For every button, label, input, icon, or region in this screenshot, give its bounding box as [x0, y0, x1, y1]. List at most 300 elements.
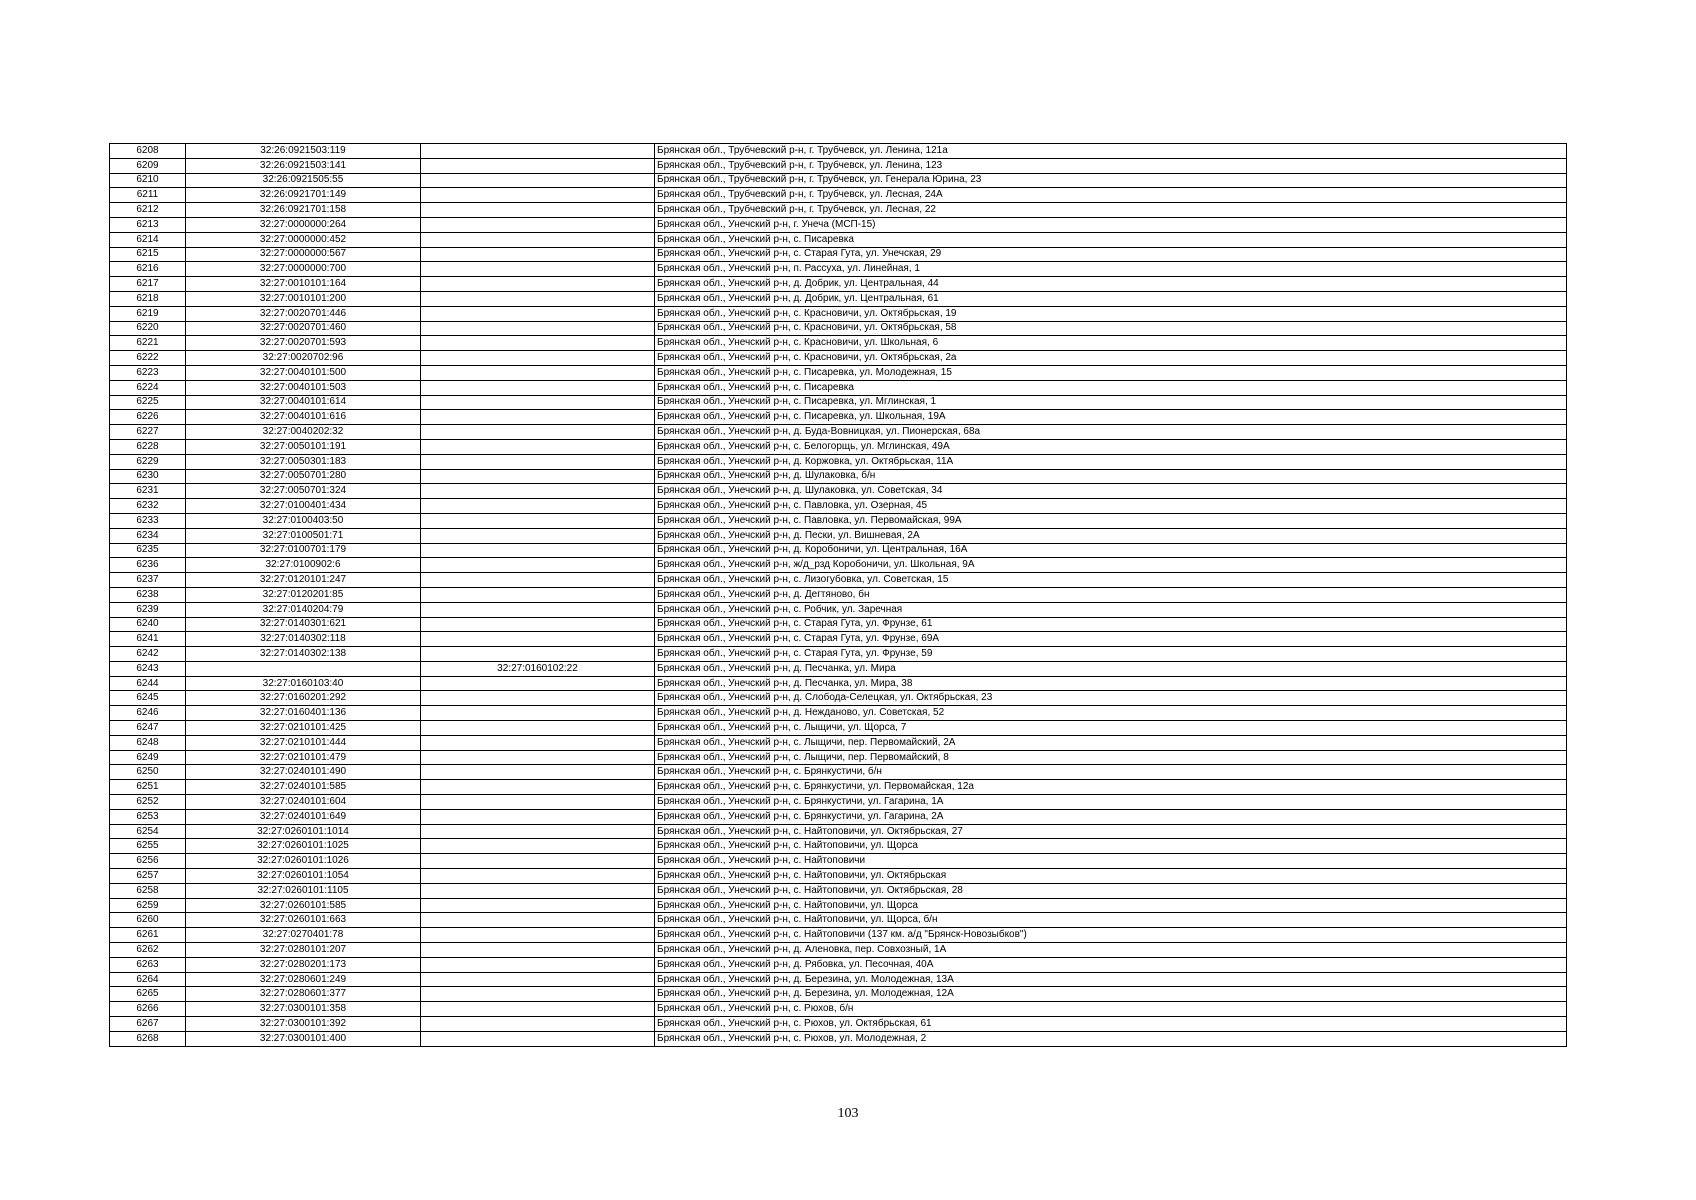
row-number-cell: 6248 — [110, 735, 186, 750]
cadastral-number-cell: 32:27:0300101:358 — [186, 1002, 421, 1017]
table-row — [110, 217, 1567, 232]
row-number-cell: 6265 — [110, 987, 186, 1002]
address-cell: Брянская обл., Унечский р-н, д. Песчанка, ул. Мира, 38 — [655, 676, 1567, 691]
table-row — [110, 795, 1567, 810]
table-row — [110, 632, 1567, 647]
secondary-cadastral-number-cell — [421, 499, 655, 514]
row-number-cell: 6246 — [110, 706, 186, 721]
secondary-cadastral-number-cell — [421, 277, 655, 292]
secondary-cadastral-number-cell — [421, 558, 655, 573]
cadastral-number-cell: 32:27:0100401:434 — [186, 499, 421, 514]
cadastral-number-cell: 32:27:0160201:292 — [186, 691, 421, 706]
address-cell: Брянская обл., Унечский р-н, д. Березина, ул. Молодежная, 13А — [655, 972, 1567, 987]
address-cell: Брянская обл., Унечский р-н, с. Найтоповичи, ул. Октябрьская, 28 — [655, 883, 1567, 898]
secondary-cadastral-number-cell — [421, 780, 655, 795]
secondary-cadastral-number-cell — [421, 869, 655, 884]
secondary-cadastral-number-cell — [421, 691, 655, 706]
secondary-cadastral-number-cell — [421, 750, 655, 765]
address-cell: Брянская обл., Трубчевский р-н, г. Трубчевск, ул. Ленина, 121а — [655, 144, 1567, 159]
cadastral-number-cell: 32:27:0140204:79 — [186, 602, 421, 617]
table-row — [110, 913, 1567, 928]
address-cell: Брянская обл., Унечский р-н, д. Буда-Вовницкая, ул. Пионерская, 68а — [655, 425, 1567, 440]
secondary-cadastral-number-cell — [421, 543, 655, 558]
row-number-cell: 6232 — [110, 499, 186, 514]
address-cell: Брянская обл., Унечский р-н, с. Красновичи, ул. Октябрьская, 19 — [655, 306, 1567, 321]
address-cell: Брянская обл., Унечский р-н, с. Писаревка, ул. Молодежная, 15 — [655, 365, 1567, 380]
table-row — [110, 957, 1567, 972]
row-number-cell: 6252 — [110, 795, 186, 810]
table-row — [110, 484, 1567, 499]
secondary-cadastral-number-cell — [421, 454, 655, 469]
row-number-cell: 6224 — [110, 380, 186, 395]
row-number-cell: 6253 — [110, 809, 186, 824]
cadastral-number-cell: 32:27:0010101:164 — [186, 277, 421, 292]
address-cell: Брянская обл., Унечский р-н, с. Лизогубовка, ул. Советская, 15 — [655, 573, 1567, 588]
cadastral-number-cell: 32:27:0020702:96 — [186, 351, 421, 366]
address-cell: Брянская обл., Унечский р-н, с. Рюхов, ул. Октябрьская, 61 — [655, 1017, 1567, 1032]
cadastral-number-cell: 32:27:0140302:118 — [186, 632, 421, 647]
cadastral-number-cell: 32:27:0260101:663 — [186, 913, 421, 928]
secondary-cadastral-number-cell — [421, 854, 655, 869]
address-cell: Брянская обл., Унечский р-н, с. Найтоповичи (137 км. а/д "Брянск-Новозыбков") — [655, 928, 1567, 943]
secondary-cadastral-number-cell — [421, 676, 655, 691]
table-row — [110, 617, 1567, 632]
secondary-cadastral-number-cell — [421, 469, 655, 484]
table-row — [110, 587, 1567, 602]
table-row — [110, 943, 1567, 958]
address-cell: Брянская обл., Унечский р-н, с. Робчик, ул. Заречная — [655, 602, 1567, 617]
address-cell: Брянская обл., Унечский р-н, с. Павловка, ул. Озерная, 45 — [655, 499, 1567, 514]
address-cell: Брянская обл., Унечский р-н, с. Старая Гута, ул. Унечская, 29 — [655, 247, 1567, 262]
secondary-cadastral-number-cell — [421, 158, 655, 173]
row-number-cell: 6225 — [110, 395, 186, 410]
table-row — [110, 869, 1567, 884]
table-row — [110, 706, 1567, 721]
secondary-cadastral-number-cell — [421, 380, 655, 395]
cadastral-number-cell: 32:27:0040202:32 — [186, 425, 421, 440]
address-cell: Брянская обл., Унечский р-н, с. Рюхов, б/н — [655, 1002, 1567, 1017]
secondary-cadastral-number-cell — [421, 232, 655, 247]
secondary-cadastral-number-cell — [421, 484, 655, 499]
address-cell: Брянская обл., Унечский р-н, д. Дегтяново, бн — [655, 587, 1567, 602]
cadastral-number-cell: 32:26:0921505:55 — [186, 173, 421, 188]
cadastral-number-cell: 32:27:0000000:567 — [186, 247, 421, 262]
secondary-cadastral-number-cell — [421, 898, 655, 913]
row-number-cell: 6251 — [110, 780, 186, 795]
row-number-cell: 6212 — [110, 203, 186, 218]
row-number-cell: 6260 — [110, 913, 186, 928]
table-row — [110, 306, 1567, 321]
table-row — [110, 499, 1567, 514]
address-cell: Брянская обл., Унечский р-н, д. Добрик, ул. Центральная, 61 — [655, 291, 1567, 306]
cadastral-number-cell: 32:27:0260101:1105 — [186, 883, 421, 898]
cadastral-number-cell: 32:26:0921503:119 — [186, 144, 421, 159]
row-number-cell: 6219 — [110, 306, 186, 321]
secondary-cadastral-number-cell — [421, 395, 655, 410]
cadastral-number-cell: 32:27:0040101:616 — [186, 410, 421, 425]
row-number-cell: 6267 — [110, 1017, 186, 1032]
address-cell: Брянская обл., Унечский р-н, с. Брянкустичи, ул. Гагарина, 1А — [655, 795, 1567, 810]
row-number-cell: 6210 — [110, 173, 186, 188]
table-row — [110, 750, 1567, 765]
cadastral-number-cell: 32:27:0020701:446 — [186, 306, 421, 321]
cadastral-number-cell: 32:27:0300101:400 — [186, 1031, 421, 1046]
address-cell: Брянская обл., Унечский р-н, д. Рябовка, ул. Песочная, 40А — [655, 957, 1567, 972]
cadastral-number-cell: 32:27:0100501:71 — [186, 528, 421, 543]
table-row — [110, 262, 1567, 277]
row-number-cell: 6222 — [110, 351, 186, 366]
table-row — [110, 144, 1567, 159]
table-row — [110, 809, 1567, 824]
row-number-cell: 6258 — [110, 883, 186, 898]
address-cell: Брянская обл., Унечский р-н, д. Коробоничи, ул. Центральная, 16А — [655, 543, 1567, 558]
table-row — [110, 188, 1567, 203]
cadastral-number-cell: 32:27:0280101:207 — [186, 943, 421, 958]
table-row — [110, 602, 1567, 617]
table-row — [110, 573, 1567, 588]
secondary-cadastral-number-cell — [421, 410, 655, 425]
cadastral-number-cell: 32:27:0000000:264 — [186, 217, 421, 232]
cadastral-number-cell: 32:27:0100403:50 — [186, 513, 421, 528]
cadastral-number-cell: 32:27:0260101:585 — [186, 898, 421, 913]
address-cell: Брянская обл., Унечский р-н, д. Шулаковка, б/н — [655, 469, 1567, 484]
table-row — [110, 721, 1567, 736]
cadastral-number-cell: 32:27:0260101:1014 — [186, 824, 421, 839]
secondary-cadastral-number-cell — [421, 795, 655, 810]
row-number-cell: 6256 — [110, 854, 186, 869]
table-row — [110, 765, 1567, 780]
table-row — [110, 425, 1567, 440]
row-number-cell: 6228 — [110, 439, 186, 454]
row-number-cell: 6229 — [110, 454, 186, 469]
row-number-cell: 6249 — [110, 750, 186, 765]
row-number-cell: 6208 — [110, 144, 186, 159]
address-cell: Брянская обл., Унечский р-н, с. Писаревка — [655, 380, 1567, 395]
row-number-cell: 6254 — [110, 824, 186, 839]
cadastral-number-cell: 32:27:0280601:249 — [186, 972, 421, 987]
secondary-cadastral-number-cell — [421, 365, 655, 380]
table-row — [110, 987, 1567, 1002]
secondary-cadastral-number-cell — [421, 336, 655, 351]
address-cell: Брянская обл., Унечский р-н, д. Аленовка, пер. Совхозный, 1А — [655, 943, 1567, 958]
secondary-cadastral-number-cell — [421, 972, 655, 987]
secondary-cadastral-number-cell — [421, 839, 655, 854]
row-number-cell: 6234 — [110, 528, 186, 543]
table-row — [110, 972, 1567, 987]
secondary-cadastral-number-cell — [421, 632, 655, 647]
row-number-cell: 6211 — [110, 188, 186, 203]
address-cell: Брянская обл., Унечский р-н, с. Найтоповичи, ул. Щорса, б/н — [655, 913, 1567, 928]
secondary-cadastral-number-cell — [421, 425, 655, 440]
address-cell: Брянская обл., Унечский р-н, п. Рассуха, ул. Линейная, 1 — [655, 262, 1567, 277]
address-cell: Брянская обл., Унечский р-н, с. Лыщичи, ул. Щорса, 7 — [655, 721, 1567, 736]
secondary-cadastral-number-cell — [421, 439, 655, 454]
table-row — [110, 676, 1567, 691]
table-row — [110, 277, 1567, 292]
row-number-cell: 6233 — [110, 513, 186, 528]
cadastral-number-cell: 32:27:0240101:490 — [186, 765, 421, 780]
secondary-cadastral-number-cell — [421, 247, 655, 262]
table-row — [110, 336, 1567, 351]
address-cell: Брянская обл., Унечский р-н, с. Лыщичи, пер. Первомайский, 8 — [655, 750, 1567, 765]
address-cell: Брянская обл., Трубчевский р-н, г. Трубчевск, ул. Лесная, 24А — [655, 188, 1567, 203]
secondary-cadastral-number-cell — [421, 957, 655, 972]
cadastral-number-cell: 32:27:0000000:700 — [186, 262, 421, 277]
table-row — [110, 291, 1567, 306]
address-cell: Брянская обл., Унечский р-н, д. Пески, ул. Вишневая, 2А — [655, 528, 1567, 543]
secondary-cadastral-number-cell — [421, 1002, 655, 1017]
row-number-cell: 6236 — [110, 558, 186, 573]
cadastral-number-cell: 32:27:0120201:85 — [186, 587, 421, 602]
row-number-cell: 6238 — [110, 587, 186, 602]
cadastral-number-cell: 32:27:0120101:247 — [186, 573, 421, 588]
row-number-cell: 6216 — [110, 262, 186, 277]
table-row — [110, 543, 1567, 558]
address-cell: Брянская обл., Унечский р-н, ж/д_рзд Коробоничи, ул. Школьная, 9А — [655, 558, 1567, 573]
cadastral-number-cell: 32:26:0921701:158 — [186, 203, 421, 218]
table-row — [110, 928, 1567, 943]
cadastral-number-cell: 32:27:0140301:621 — [186, 617, 421, 632]
secondary-cadastral-number-cell — [421, 943, 655, 958]
row-number-cell: 6262 — [110, 943, 186, 958]
secondary-cadastral-number-cell — [421, 203, 655, 218]
table-row — [110, 232, 1567, 247]
cadastral-number-cell: 32:27:0020701:593 — [186, 336, 421, 351]
cadastral-number-cell: 32:27:0000000:452 — [186, 232, 421, 247]
row-number-cell: 6209 — [110, 158, 186, 173]
row-number-cell: 6235 — [110, 543, 186, 558]
address-cell: Брянская обл., Унечский р-н, д. Шулаковка, ул. Советская, 34 — [655, 484, 1567, 499]
cadastral-number-cell: 32:27:0210101:444 — [186, 735, 421, 750]
address-cell: Брянская обл., Трубчевский р-н, г. Трубчевск, ул. Лесная, 22 — [655, 203, 1567, 218]
cadastral-number-cell: 32:27:0050101:191 — [186, 439, 421, 454]
cadastral-number-cell: 32:27:0280201:173 — [186, 957, 421, 972]
row-number-cell: 6223 — [110, 365, 186, 380]
row-number-cell: 6245 — [110, 691, 186, 706]
registry-table — [109, 143, 1567, 1047]
secondary-cadastral-number-cell — [421, 144, 655, 159]
address-cell: Брянская обл., Унечский р-н, с. Писаревка, ул. Школьная, 19А — [655, 410, 1567, 425]
table-row — [110, 321, 1567, 336]
cadastral-number-cell: 32:27:0050701:324 — [186, 484, 421, 499]
table-row — [110, 1017, 1567, 1032]
address-cell: Брянская обл., Унечский р-н, с. Старая Гута, ул. Фрунзе, 59 — [655, 647, 1567, 662]
cadastral-number-cell: 32:27:0010101:200 — [186, 291, 421, 306]
secondary-cadastral-number-cell — [421, 602, 655, 617]
row-number-cell: 6213 — [110, 217, 186, 232]
cadastral-number-cell: 32:26:0921701:149 — [186, 188, 421, 203]
address-cell: Брянская обл., Унечский р-н, с. Старая Гута, ул. Фрунзе, 61 — [655, 617, 1567, 632]
page-number: 103 — [837, 1106, 859, 1121]
secondary-cadastral-number-cell — [421, 528, 655, 543]
secondary-cadastral-number-cell: 32:27:0160102:22 — [421, 661, 655, 676]
row-number-cell: 6214 — [110, 232, 186, 247]
table-row — [110, 883, 1567, 898]
cadastral-number-cell: 32:27:0040101:614 — [186, 395, 421, 410]
cadastral-number-cell: 32:27:0100902:6 — [186, 558, 421, 573]
secondary-cadastral-number-cell — [421, 928, 655, 943]
row-number-cell: 6227 — [110, 425, 186, 440]
address-cell: Брянская обл., Унечский р-н, д. Добрик, ул. Центральная, 44 — [655, 277, 1567, 292]
address-cell: Брянская обл., Унечский р-н, с. Найтоповичи, ул. Щорса — [655, 839, 1567, 854]
secondary-cadastral-number-cell — [421, 291, 655, 306]
registry-table-body — [110, 144, 1567, 1047]
address-cell: Брянская обл., Унечский р-н, с. Брянкустичи, ул. Первомайская, 12а — [655, 780, 1567, 795]
table-row — [110, 513, 1567, 528]
cadastral-number-cell: 32:27:0050701:280 — [186, 469, 421, 484]
address-cell: Брянская обл., Унечский р-н, с. Рюхов, ул. Молодежная, 2 — [655, 1031, 1567, 1046]
secondary-cadastral-number-cell — [421, 351, 655, 366]
table-row — [110, 647, 1567, 662]
table-row — [110, 380, 1567, 395]
row-number-cell: 6257 — [110, 869, 186, 884]
table-row — [110, 439, 1567, 454]
address-cell: Брянская обл., Унечский р-н, с. Белогорщь, ул. Мглинская, 49А — [655, 439, 1567, 454]
address-cell: Брянская обл., Унечский р-н, г. Унеча (МСП-15) — [655, 217, 1567, 232]
cadastral-number-cell: 32:26:0921503:141 — [186, 158, 421, 173]
secondary-cadastral-number-cell — [421, 587, 655, 602]
row-number-cell: 6264 — [110, 972, 186, 987]
row-number-cell: 6250 — [110, 765, 186, 780]
row-number-cell: 6266 — [110, 1002, 186, 1017]
address-cell: Брянская обл., Унечский р-н, с. Найтоповичи, ул. Щорса — [655, 898, 1567, 913]
cadastral-number-cell: 32:27:0160401:136 — [186, 706, 421, 721]
table-row — [110, 824, 1567, 839]
secondary-cadastral-number-cell — [421, 617, 655, 632]
address-cell: Брянская обл., Трубчевский р-н, г. Трубчевск, ул. Генерала Юрина, 23 — [655, 173, 1567, 188]
secondary-cadastral-number-cell — [421, 262, 655, 277]
row-number-cell: 6226 — [110, 410, 186, 425]
secondary-cadastral-number-cell — [421, 706, 655, 721]
address-cell: Брянская обл., Унечский р-н, д. Коржовка, ул. Октябрьская, 11А — [655, 454, 1567, 469]
address-cell: Брянская обл., Унечский р-н, с. Павловка, ул. Первомайская, 99А — [655, 513, 1567, 528]
table-row — [110, 661, 1567, 676]
table-row — [110, 854, 1567, 869]
table-row — [110, 839, 1567, 854]
address-cell: Брянская обл., Унечский р-н, с. Брянкустичи, ул. Гагарина, 2А — [655, 809, 1567, 824]
row-number-cell: 6259 — [110, 898, 186, 913]
cadastral-number-cell: 32:27:0210101:479 — [186, 750, 421, 765]
row-number-cell: 6220 — [110, 321, 186, 336]
secondary-cadastral-number-cell — [421, 721, 655, 736]
cadastral-number-cell: 32:27:0040101:503 — [186, 380, 421, 395]
cadastral-number-cell: 32:27:0280601:377 — [186, 987, 421, 1002]
cadastral-number-cell: 32:27:0260101:1026 — [186, 854, 421, 869]
row-number-cell: 6244 — [110, 676, 186, 691]
table-row — [110, 780, 1567, 795]
row-number-cell: 6243 — [110, 661, 186, 676]
table-row — [110, 558, 1567, 573]
cadastral-number-cell: 32:27:0020701:460 — [186, 321, 421, 336]
cadastral-number-cell: 32:27:0210101:425 — [186, 721, 421, 736]
secondary-cadastral-number-cell — [421, 1031, 655, 1046]
secondary-cadastral-number-cell — [421, 173, 655, 188]
cadastral-number-cell: 32:27:0240101:585 — [186, 780, 421, 795]
row-number-cell: 6241 — [110, 632, 186, 647]
row-number-cell: 6242 — [110, 647, 186, 662]
table-row — [110, 691, 1567, 706]
row-number-cell: 6217 — [110, 277, 186, 292]
address-cell: Брянская обл., Унечский р-н, с. Старая Гута, ул. Фрунзе, 69А — [655, 632, 1567, 647]
row-number-cell: 6247 — [110, 721, 186, 736]
address-cell: Брянская обл., Трубчевский р-н, г. Трубчевск, ул. Ленина, 123 — [655, 158, 1567, 173]
cadastral-number-cell: 32:27:0160103:40 — [186, 676, 421, 691]
cadastral-number-cell: 32:27:0140302:138 — [186, 647, 421, 662]
secondary-cadastral-number-cell — [421, 913, 655, 928]
cadastral-number-cell: 32:27:0240101:604 — [186, 795, 421, 810]
row-number-cell: 6215 — [110, 247, 186, 262]
table-row — [110, 1031, 1567, 1046]
row-number-cell: 6231 — [110, 484, 186, 499]
table-row — [110, 158, 1567, 173]
address-cell: Брянская обл., Унечский р-н, д. Слобода-Селецкая, ул. Октябрьская, 23 — [655, 691, 1567, 706]
address-cell: Брянская обл., Унечский р-н, с. Писаревка — [655, 232, 1567, 247]
table-row — [110, 735, 1567, 750]
secondary-cadastral-number-cell — [421, 1017, 655, 1032]
cadastral-number-cell — [186, 661, 421, 676]
table-row — [110, 351, 1567, 366]
secondary-cadastral-number-cell — [421, 824, 655, 839]
address-cell: Брянская обл., Унечский р-н, с. Красновичи, ул. Октябрьская, 2а — [655, 351, 1567, 366]
secondary-cadastral-number-cell — [421, 513, 655, 528]
row-number-cell: 6239 — [110, 602, 186, 617]
cadastral-number-cell: 32:27:0270401:78 — [186, 928, 421, 943]
table-row — [110, 454, 1567, 469]
secondary-cadastral-number-cell — [421, 765, 655, 780]
row-number-cell: 6261 — [110, 928, 186, 943]
row-number-cell: 6255 — [110, 839, 186, 854]
table-row — [110, 410, 1567, 425]
table-row — [110, 203, 1567, 218]
cadastral-number-cell: 32:27:0240101:649 — [186, 809, 421, 824]
table-row — [110, 247, 1567, 262]
row-number-cell: 6237 — [110, 573, 186, 588]
cadastral-number-cell: 32:27:0260101:1025 — [186, 839, 421, 854]
row-number-cell: 6268 — [110, 1031, 186, 1046]
address-cell: Брянская обл., Унечский р-н, с. Найтоповичи, ул. Октябрьская — [655, 869, 1567, 884]
table-row — [110, 365, 1567, 380]
row-number-cell: 6221 — [110, 336, 186, 351]
secondary-cadastral-number-cell — [421, 883, 655, 898]
row-number-cell: 6263 — [110, 957, 186, 972]
table-row — [110, 469, 1567, 484]
secondary-cadastral-number-cell — [421, 306, 655, 321]
table-row — [110, 898, 1567, 913]
secondary-cadastral-number-cell — [421, 735, 655, 750]
cadastral-number-cell: 32:27:0100701:179 — [186, 543, 421, 558]
table-row — [110, 528, 1567, 543]
cadastral-number-cell: 32:27:0260101:1054 — [186, 869, 421, 884]
secondary-cadastral-number-cell — [421, 188, 655, 203]
address-cell: Брянская обл., Унечский р-н, д. Нежданово, ул. Советская, 52 — [655, 706, 1567, 721]
address-cell: Брянская обл., Унечский р-н, с. Красновичи, ул. Октябрьская, 58 — [655, 321, 1567, 336]
address-cell: Брянская обл., Унечский р-н, с. Найтоповичи — [655, 854, 1567, 869]
cadastral-number-cell: 32:27:0300101:392 — [186, 1017, 421, 1032]
table-row — [110, 173, 1567, 188]
address-cell: Брянская обл., Унечский р-н, с. Брянкустичи, б/н — [655, 765, 1567, 780]
secondary-cadastral-number-cell — [421, 321, 655, 336]
secondary-cadastral-number-cell — [421, 987, 655, 1002]
address-cell: Брянская обл., Унечский р-н, с. Лыщичи, пер. Первомайский, 2А — [655, 735, 1567, 750]
address-cell: Брянская обл., Унечский р-н, д. Песчанка, ул. Мира — [655, 661, 1567, 676]
row-number-cell: 6218 — [110, 291, 186, 306]
table-row — [110, 1002, 1567, 1017]
address-cell: Брянская обл., Унечский р-н, с. Красновичи, ул. Школьная, 6 — [655, 336, 1567, 351]
secondary-cadastral-number-cell — [421, 647, 655, 662]
address-cell: Брянская обл., Унечский р-н, д. Березина, ул. Молодежная, 12А — [655, 987, 1567, 1002]
row-number-cell: 6240 — [110, 617, 186, 632]
table-row — [110, 395, 1567, 410]
